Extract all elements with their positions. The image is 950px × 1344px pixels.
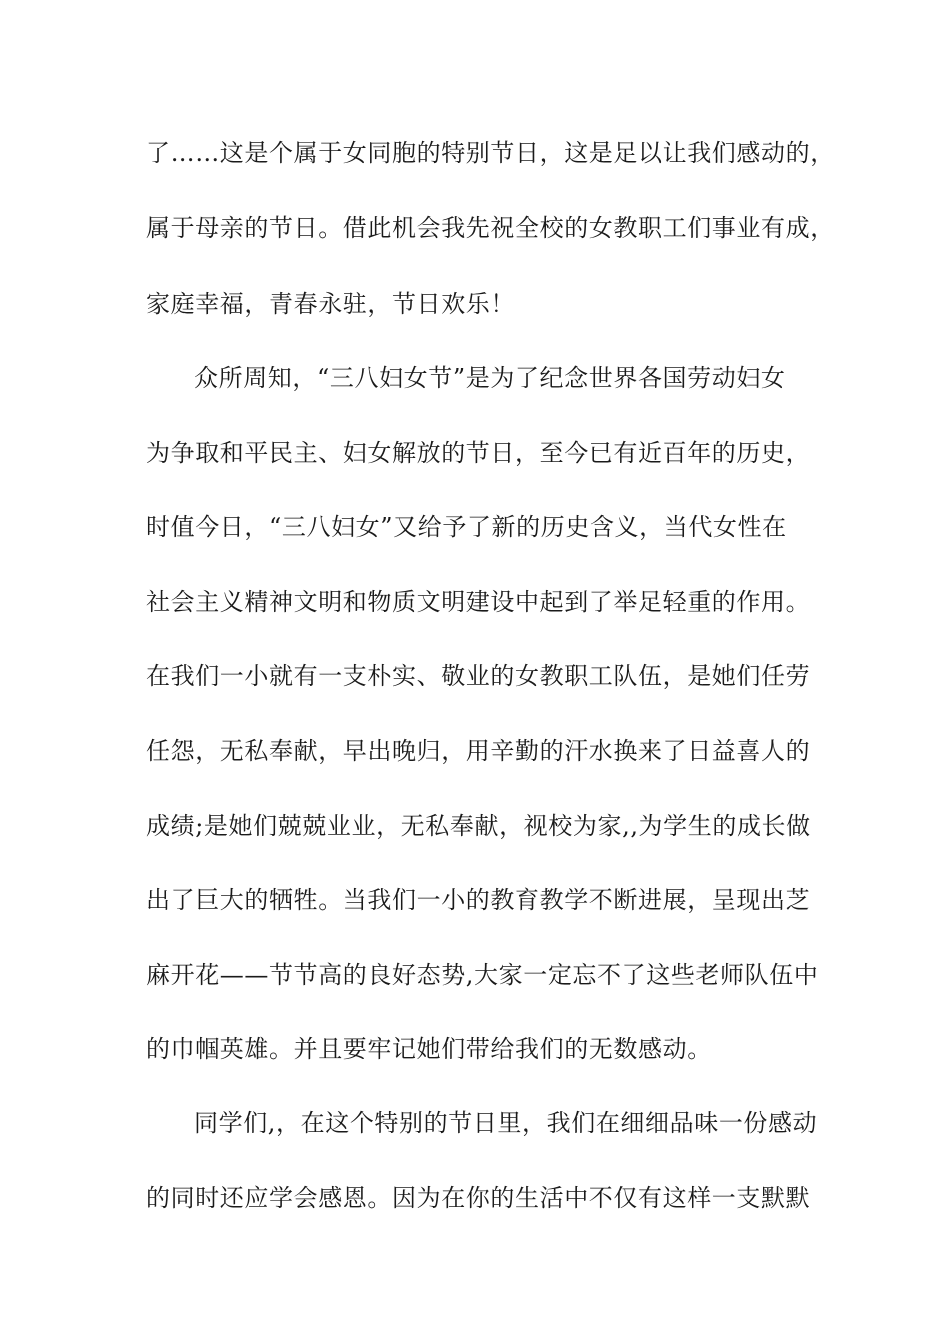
text-line-10: 成绩;是她们兢兢业业，无私奉献，视校为家,,为学生的成长做	[146, 812, 811, 840]
text-line-14: 同学们,，在这个特别的节日里，我们在细细品味一份感动	[194, 1109, 818, 1137]
text-line-11: 出了巨大的牺牲。当我们一小的教育教学不断进展，呈现出芝	[146, 886, 811, 914]
text-line-1: 了……这是个属于女同胞的特别节日，这是足以让我们感动的，	[146, 139, 835, 167]
text-line-4: 众所周知，“三八妇女节”是为了纪念世界各国劳动妇女	[194, 364, 786, 392]
text-line-8: 在我们一小就有一支朴实、敬业的女教职工队伍，是她们任劳	[146, 662, 811, 690]
text-line-13: 的巾帼英雄。并且要牢记她们带给我们的无数感动。	[146, 1035, 712, 1063]
text-line-5: 为争取和平民主、妇女解放的节日，至今已有近百年的历史，	[146, 439, 811, 467]
text-line-15: 的同时还应学会感恩。因为在你的生活中不仅有这样一支默默	[146, 1184, 811, 1212]
text-line-12: 麻开花——节节高的良好态势,大家一定忘不了这些老师队伍中	[146, 961, 819, 989]
text-line-6: 时值今日，“三八妇女”又给予了新的历史含义，当代女性在	[146, 513, 787, 541]
text-line-2: 属于母亲的节日。借此机会我先祝全校的女教职工们事业有成，	[146, 214, 835, 242]
text-line-7: 社会主义精神文明和物质文明建设中起到了举足轻重的作用。	[146, 588, 811, 616]
text-line-9: 任怨，无私奉献，早出晚归，用辛勤的汗水换来了日益喜人的	[146, 737, 811, 765]
text-line-3: 家庭幸福，青春永驻，节日欢乐！	[146, 290, 515, 318]
